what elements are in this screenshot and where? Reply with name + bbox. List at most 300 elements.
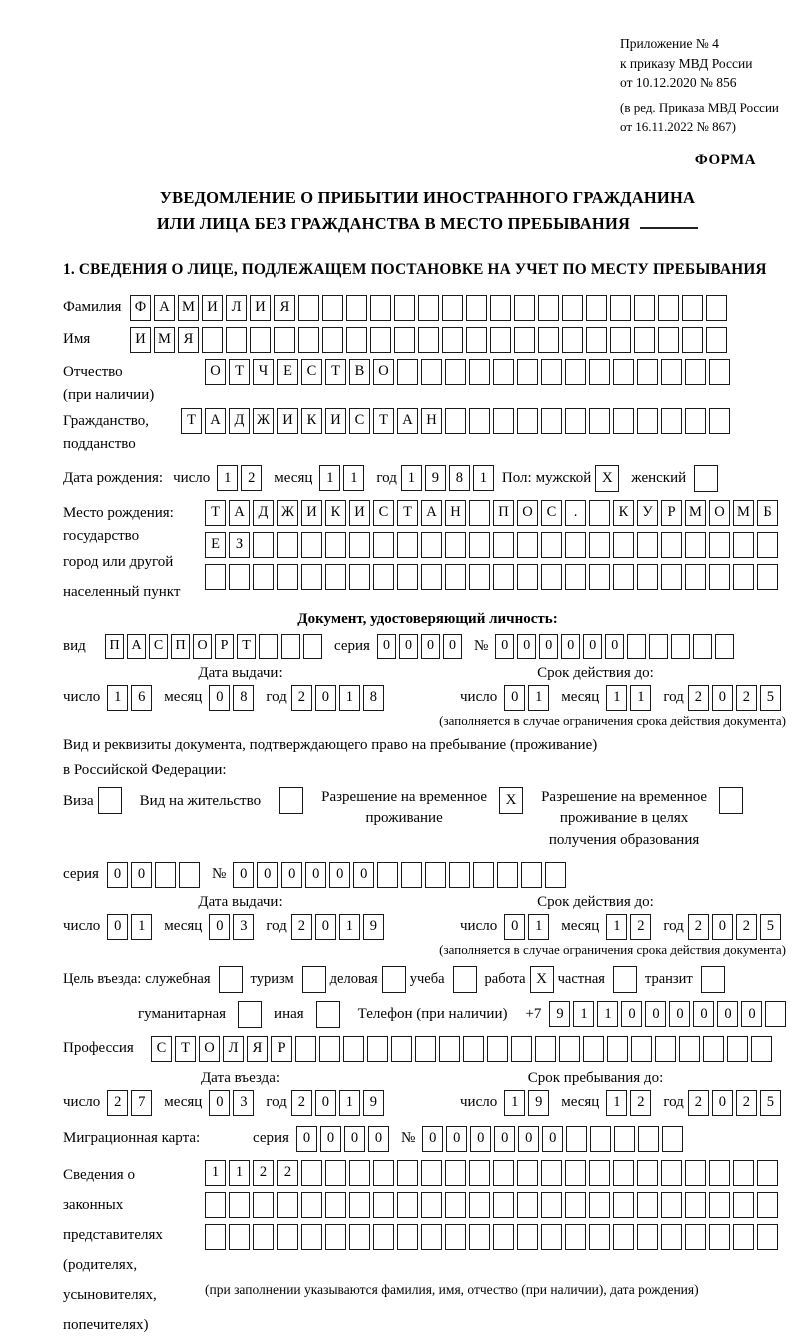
char-cell[interactable]: 7 [131, 1090, 152, 1116]
char-cell[interactable]: Ф [130, 295, 151, 321]
char-cell[interactable] [517, 359, 538, 385]
char-cell[interactable] [490, 295, 511, 321]
char-cell[interactable]: 1 [597, 1001, 618, 1027]
char-cell[interactable]: 0 [368, 1126, 389, 1152]
char-cell[interactable]: 9 [425, 465, 446, 491]
char-cell[interactable]: И [250, 295, 271, 321]
char-cell[interactable] [709, 359, 730, 385]
char-cell[interactable]: 0 [209, 914, 230, 940]
char-cell[interactable]: 9 [363, 1090, 384, 1116]
char-cell[interactable]: 2 [688, 1090, 709, 1116]
char-cell[interactable]: 8 [449, 465, 470, 491]
char-cell[interactable] [445, 1160, 466, 1186]
char-cell[interactable] [627, 634, 646, 659]
char-cell[interactable]: Я [274, 295, 295, 321]
char-cell[interactable] [394, 295, 415, 321]
char-cell[interactable]: 0 [446, 1126, 467, 1152]
char-cell[interactable]: 0 [669, 1001, 690, 1027]
char-cell[interactable]: С [541, 500, 562, 526]
char-cell[interactable]: 8 [233, 685, 254, 711]
char-cell[interactable] [733, 1160, 754, 1186]
char-cell[interactable] [706, 327, 727, 353]
char-cell[interactable] [517, 1192, 538, 1218]
char-cell[interactable] [301, 564, 322, 590]
char-cell[interactable] [469, 500, 490, 526]
char-cell[interactable] [445, 532, 466, 558]
char-cell[interactable]: 2 [277, 1160, 298, 1186]
temp-residence-checkbox[interactable]: X [499, 787, 523, 814]
char-cell[interactable] [693, 634, 712, 659]
char-cell[interactable] [589, 532, 610, 558]
char-cell[interactable] [637, 408, 658, 434]
char-cell[interactable] [397, 359, 418, 385]
char-cell[interactable] [565, 1192, 586, 1218]
char-cell[interactable]: И [301, 500, 322, 526]
char-cell[interactable] [463, 1036, 484, 1062]
char-cell[interactable]: Р [215, 634, 234, 659]
char-cell[interactable]: 0 [305, 862, 326, 888]
purpose-chastnaya-checkbox[interactable] [613, 966, 637, 993]
char-cell[interactable] [277, 564, 298, 590]
char-cell[interactable] [253, 1224, 274, 1250]
char-cell[interactable] [733, 1224, 754, 1250]
char-cell[interactable] [559, 1036, 580, 1062]
char-cell[interactable] [706, 295, 727, 321]
char-cell[interactable]: 1 [573, 1001, 594, 1027]
char-cell[interactable] [325, 1224, 346, 1250]
char-cell[interactable] [301, 1160, 322, 1186]
char-cell[interactable] [421, 359, 442, 385]
char-cell[interactable] [325, 1192, 346, 1218]
char-cell[interactable] [637, 1160, 658, 1186]
char-cell[interactable]: Т [229, 359, 250, 385]
purpose-tranzit-checkbox[interactable] [701, 966, 725, 993]
char-cell[interactable] [325, 532, 346, 558]
char-cell[interactable] [179, 862, 200, 888]
purpose-rabota-checkbox[interactable]: X [530, 966, 554, 993]
char-cell[interactable]: 0 [693, 1001, 714, 1027]
char-cell[interactable]: 1 [339, 1090, 360, 1116]
char-cell[interactable] [541, 532, 562, 558]
char-cell[interactable]: Е [277, 359, 298, 385]
char-cell[interactable]: Е [205, 532, 226, 558]
char-cell[interactable]: И [349, 500, 370, 526]
char-cell[interactable] [445, 408, 466, 434]
char-cell[interactable]: 0 [421, 634, 440, 659]
char-cell[interactable] [373, 1192, 394, 1218]
char-cell[interactable] [517, 532, 538, 558]
char-cell[interactable] [277, 1224, 298, 1250]
char-cell[interactable] [757, 532, 778, 558]
char-cell[interactable]: 0 [315, 1090, 336, 1116]
char-cell[interactable] [155, 862, 176, 888]
char-cell[interactable] [373, 532, 394, 558]
char-cell[interactable]: О [193, 634, 212, 659]
char-cell[interactable] [466, 327, 487, 353]
char-cell[interactable] [610, 327, 631, 353]
char-cell[interactable] [517, 1160, 538, 1186]
char-cell[interactable] [442, 295, 463, 321]
char-cell[interactable] [613, 1224, 634, 1250]
char-cell[interactable] [661, 1224, 682, 1250]
purpose-inaya-checkbox[interactable] [316, 1001, 340, 1028]
char-cell[interactable]: К [613, 500, 634, 526]
char-cell[interactable]: И [130, 327, 151, 353]
char-cell[interactable] [298, 295, 319, 321]
char-cell[interactable] [565, 564, 586, 590]
char-cell[interactable]: 0 [233, 862, 254, 888]
char-cell[interactable] [715, 634, 734, 659]
char-cell[interactable] [685, 1224, 706, 1250]
char-cell[interactable] [631, 1036, 652, 1062]
char-cell[interactable]: 2 [630, 1090, 651, 1116]
char-cell[interactable] [685, 1160, 706, 1186]
char-cell[interactable] [445, 359, 466, 385]
char-cell[interactable] [439, 1036, 460, 1062]
char-cell[interactable]: 0 [320, 1126, 341, 1152]
char-cell[interactable]: 1 [528, 685, 549, 711]
char-cell[interactable] [493, 564, 514, 590]
char-cell[interactable]: 0 [712, 1090, 733, 1116]
char-cell[interactable]: 2 [291, 914, 312, 940]
char-cell[interactable]: 0 [542, 1126, 563, 1152]
char-cell[interactable] [493, 532, 514, 558]
char-cell[interactable] [442, 327, 463, 353]
char-cell[interactable]: А [127, 634, 146, 659]
char-cell[interactable]: Т [181, 408, 202, 434]
char-cell[interactable] [703, 1036, 724, 1062]
char-cell[interactable] [685, 532, 706, 558]
char-cell[interactable] [370, 295, 391, 321]
char-cell[interactable]: 0 [422, 1126, 443, 1152]
char-cell[interactable] [493, 359, 514, 385]
char-cell[interactable] [229, 1224, 250, 1250]
char-cell[interactable] [373, 1160, 394, 1186]
char-cell[interactable] [415, 1036, 436, 1062]
char-cell[interactable]: Б [757, 500, 778, 526]
char-cell[interactable] [637, 1192, 658, 1218]
char-cell[interactable]: 2 [736, 1090, 757, 1116]
char-cell[interactable] [469, 1192, 490, 1218]
char-cell[interactable] [661, 1192, 682, 1218]
char-cell[interactable] [445, 1224, 466, 1250]
char-cell[interactable] [583, 1036, 604, 1062]
char-cell[interactable] [545, 862, 566, 888]
char-cell[interactable] [325, 564, 346, 590]
char-cell[interactable]: 0 [329, 862, 350, 888]
char-cell[interactable] [421, 532, 442, 558]
char-cell[interactable] [685, 564, 706, 590]
char-cell[interactable]: 2 [736, 685, 757, 711]
temp-residence-edu-checkbox[interactable] [719, 787, 743, 814]
char-cell[interactable] [367, 1036, 388, 1062]
char-cell[interactable]: 0 [605, 634, 624, 659]
char-cell[interactable]: 2 [291, 1090, 312, 1116]
char-cell[interactable]: 2 [253, 1160, 274, 1186]
char-cell[interactable]: 0 [209, 685, 230, 711]
char-cell[interactable]: Р [661, 500, 682, 526]
char-cell[interactable]: 2 [291, 685, 312, 711]
char-cell[interactable] [421, 564, 442, 590]
char-cell[interactable]: 0 [107, 862, 128, 888]
char-cell[interactable]: . [565, 500, 586, 526]
char-cell[interactable]: О [373, 359, 394, 385]
char-cell[interactable] [765, 1001, 786, 1027]
char-cell[interactable] [473, 862, 494, 888]
char-cell[interactable] [733, 564, 754, 590]
char-cell[interactable] [322, 327, 343, 353]
char-cell[interactable]: 0 [315, 685, 336, 711]
char-cell[interactable]: И [277, 408, 298, 434]
char-cell[interactable]: 1 [339, 914, 360, 940]
char-cell[interactable] [538, 327, 559, 353]
char-cell[interactable]: Т [373, 408, 394, 434]
char-cell[interactable]: 9 [549, 1001, 570, 1027]
char-cell[interactable]: 1 [473, 465, 494, 491]
char-cell[interactable]: 0 [443, 634, 462, 659]
char-cell[interactable]: 1 [528, 914, 549, 940]
char-cell[interactable] [497, 862, 518, 888]
char-cell[interactable] [661, 1160, 682, 1186]
char-cell[interactable] [658, 295, 679, 321]
char-cell[interactable] [514, 295, 535, 321]
char-cell[interactable]: 2 [241, 465, 262, 491]
char-cell[interactable] [709, 408, 730, 434]
char-cell[interactable] [541, 359, 562, 385]
char-cell[interactable] [733, 1192, 754, 1218]
char-cell[interactable] [541, 408, 562, 434]
char-cell[interactable]: 1 [319, 465, 340, 491]
char-cell[interactable]: 0 [257, 862, 278, 888]
char-cell[interactable] [589, 1160, 610, 1186]
char-cell[interactable] [253, 532, 274, 558]
char-cell[interactable] [661, 359, 682, 385]
char-cell[interactable] [709, 532, 730, 558]
visa-checkbox[interactable] [98, 787, 122, 814]
char-cell[interactable]: 0 [131, 862, 152, 888]
char-cell[interactable] [541, 564, 562, 590]
char-cell[interactable] [685, 359, 706, 385]
char-cell[interactable] [322, 295, 343, 321]
char-cell[interactable]: У [637, 500, 658, 526]
char-cell[interactable] [421, 1160, 442, 1186]
char-cell[interactable] [637, 532, 658, 558]
char-cell[interactable]: 0 [281, 862, 302, 888]
char-cell[interactable]: Н [445, 500, 466, 526]
char-cell[interactable] [590, 1126, 611, 1152]
char-cell[interactable]: 2 [688, 685, 709, 711]
char-cell[interactable] [469, 1224, 490, 1250]
char-cell[interactable]: 0 [518, 1126, 539, 1152]
char-cell[interactable] [541, 1192, 562, 1218]
char-cell[interactable]: 0 [470, 1126, 491, 1152]
char-cell[interactable]: 0 [344, 1126, 365, 1152]
char-cell[interactable]: З [229, 532, 250, 558]
char-cell[interactable] [466, 295, 487, 321]
char-cell[interactable]: 1 [606, 685, 627, 711]
char-cell[interactable] [521, 862, 542, 888]
char-cell[interactable] [517, 408, 538, 434]
char-cell[interactable]: О [199, 1036, 220, 1062]
char-cell[interactable] [449, 862, 470, 888]
char-cell[interactable] [295, 1036, 316, 1062]
char-cell[interactable]: 1 [107, 685, 128, 711]
char-cell[interactable]: Ч [253, 359, 274, 385]
char-cell[interactable]: 1 [339, 685, 360, 711]
char-cell[interactable] [709, 1224, 730, 1250]
char-cell[interactable] [655, 1036, 676, 1062]
char-cell[interactable] [349, 1224, 370, 1250]
char-cell[interactable]: 0 [712, 914, 733, 940]
char-cell[interactable]: 0 [107, 914, 128, 940]
char-cell[interactable]: 8 [363, 685, 384, 711]
char-cell[interactable] [229, 1192, 250, 1218]
char-cell[interactable] [679, 1036, 700, 1062]
char-cell[interactable]: 1 [343, 465, 364, 491]
char-cell[interactable] [538, 295, 559, 321]
char-cell[interactable] [303, 634, 322, 659]
char-cell[interactable] [205, 1192, 226, 1218]
char-cell[interactable] [607, 1036, 628, 1062]
char-cell[interactable]: Я [178, 327, 199, 353]
char-cell[interactable]: А [154, 295, 175, 321]
char-cell[interactable]: И [202, 295, 223, 321]
char-cell[interactable]: 1 [606, 914, 627, 940]
char-cell[interactable]: 0 [353, 862, 374, 888]
char-cell[interactable]: 2 [736, 914, 757, 940]
char-cell[interactable] [373, 1224, 394, 1250]
char-cell[interactable] [377, 862, 398, 888]
char-cell[interactable] [613, 1192, 634, 1218]
char-cell[interactable] [517, 1224, 538, 1250]
char-cell[interactable] [281, 634, 300, 659]
char-cell[interactable] [346, 327, 367, 353]
char-cell[interactable] [469, 1160, 490, 1186]
char-cell[interactable] [229, 564, 250, 590]
char-cell[interactable]: Л [226, 295, 247, 321]
char-cell[interactable] [301, 1224, 322, 1250]
char-cell[interactable] [205, 564, 226, 590]
char-cell[interactable]: Ж [277, 500, 298, 526]
char-cell[interactable] [397, 532, 418, 558]
char-cell[interactable] [566, 1126, 587, 1152]
char-cell[interactable]: 1 [606, 1090, 627, 1116]
char-cell[interactable] [401, 862, 422, 888]
char-cell[interactable]: 0 [517, 634, 536, 659]
char-cell[interactable] [733, 532, 754, 558]
char-cell[interactable] [343, 1036, 364, 1062]
char-cell[interactable]: 5 [760, 685, 781, 711]
char-cell[interactable]: 3 [233, 1090, 254, 1116]
char-cell[interactable]: С [373, 500, 394, 526]
char-cell[interactable] [589, 1192, 610, 1218]
char-cell[interactable] [535, 1036, 556, 1062]
char-cell[interactable] [349, 564, 370, 590]
char-cell[interactable]: 0 [741, 1001, 762, 1027]
char-cell[interactable] [274, 327, 295, 353]
char-cell[interactable]: Я [247, 1036, 268, 1062]
char-cell[interactable]: К [325, 500, 346, 526]
char-cell[interactable]: 0 [539, 634, 558, 659]
char-cell[interactable]: 3 [233, 914, 254, 940]
char-cell[interactable]: А [421, 500, 442, 526]
char-cell[interactable]: 0 [495, 634, 514, 659]
char-cell[interactable] [397, 564, 418, 590]
char-cell[interactable] [757, 564, 778, 590]
char-cell[interactable] [490, 327, 511, 353]
char-cell[interactable] [562, 327, 583, 353]
char-cell[interactable]: С [149, 634, 168, 659]
char-cell[interactable] [493, 1160, 514, 1186]
char-cell[interactable] [682, 327, 703, 353]
char-cell[interactable] [709, 1160, 730, 1186]
char-cell[interactable]: 1 [131, 914, 152, 940]
char-cell[interactable] [682, 295, 703, 321]
char-cell[interactable] [250, 327, 271, 353]
char-cell[interactable] [514, 327, 535, 353]
char-cell[interactable] [589, 408, 610, 434]
sex-female-checkbox[interactable] [694, 465, 718, 492]
char-cell[interactable]: С [349, 408, 370, 434]
char-cell[interactable] [301, 1192, 322, 1218]
char-cell[interactable] [541, 1224, 562, 1250]
char-cell[interactable]: 2 [630, 914, 651, 940]
char-cell[interactable] [253, 1192, 274, 1218]
char-cell[interactable] [637, 1224, 658, 1250]
purpose-sluzhebnaya-checkbox[interactable] [219, 966, 243, 993]
char-cell[interactable] [610, 295, 631, 321]
char-cell[interactable]: М [685, 500, 706, 526]
char-cell[interactable]: Д [253, 500, 274, 526]
char-cell[interactable]: П [171, 634, 190, 659]
char-cell[interactable]: П [105, 634, 124, 659]
char-cell[interactable] [298, 327, 319, 353]
char-cell[interactable] [638, 1126, 659, 1152]
char-cell[interactable] [565, 1160, 586, 1186]
char-cell[interactable] [325, 1160, 346, 1186]
char-cell[interactable] [349, 1192, 370, 1218]
char-cell[interactable]: 5 [760, 914, 781, 940]
char-cell[interactable] [397, 1224, 418, 1250]
char-cell[interactable]: 0 [504, 685, 525, 711]
char-cell[interactable] [301, 532, 322, 558]
char-cell[interactable] [637, 359, 658, 385]
char-cell[interactable] [511, 1036, 532, 1062]
char-cell[interactable]: 0 [296, 1126, 317, 1152]
char-cell[interactable] [373, 564, 394, 590]
char-cell[interactable]: 9 [363, 914, 384, 940]
char-cell[interactable] [418, 295, 439, 321]
char-cell[interactable] [671, 634, 690, 659]
char-cell[interactable] [649, 634, 668, 659]
char-cell[interactable] [425, 862, 446, 888]
purpose-delovaya-checkbox[interactable] [382, 966, 406, 993]
purpose-ucheba-checkbox[interactable] [453, 966, 477, 993]
char-cell[interactable]: 5 [760, 1090, 781, 1116]
char-cell[interactable]: М [733, 500, 754, 526]
char-cell[interactable]: Т [237, 634, 256, 659]
char-cell[interactable] [613, 1160, 634, 1186]
char-cell[interactable]: К [301, 408, 322, 434]
char-cell[interactable] [709, 1192, 730, 1218]
char-cell[interactable]: П [493, 500, 514, 526]
char-cell[interactable] [277, 532, 298, 558]
char-cell[interactable] [226, 327, 247, 353]
char-cell[interactable] [517, 564, 538, 590]
char-cell[interactable] [394, 327, 415, 353]
char-cell[interactable]: 1 [205, 1160, 226, 1186]
char-cell[interactable]: Т [205, 500, 226, 526]
